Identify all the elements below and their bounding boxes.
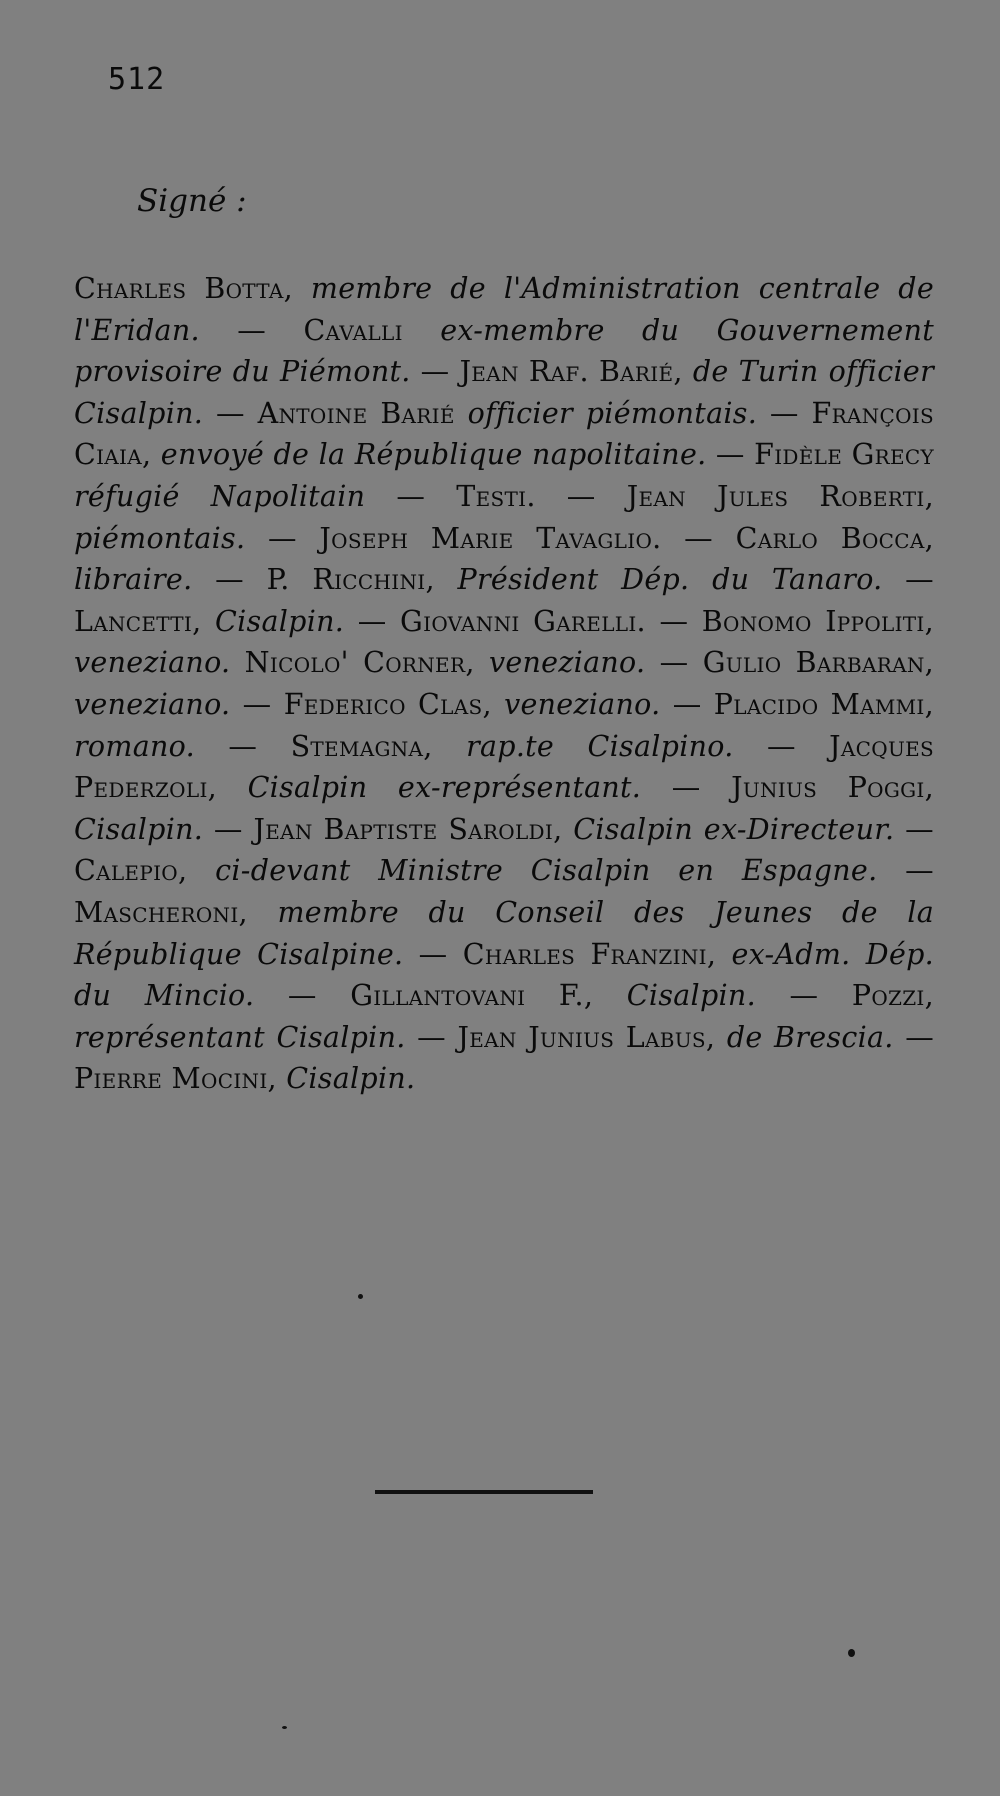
print-speck — [282, 1726, 287, 1729]
signatory-name: Junius Poggi — [731, 771, 925, 805]
signatory-description: veneziano. — [74, 646, 231, 680]
signatory-description: Président Dép. du Tanaro. — [457, 563, 883, 597]
signatory-description: veneziano. — [504, 687, 661, 721]
signatory-description: piémontais. — [74, 521, 246, 555]
signatory-name: P. Ricchini — [266, 563, 426, 597]
signatory-description: membre de l'Administration centrale de l'Eridan. — [74, 272, 934, 347]
signatory-name: Federico Clas — [283, 687, 483, 721]
print-speck — [358, 1294, 363, 1299]
signatory-name: Giovanni Garelli. — [400, 604, 646, 638]
signatory-name: Gillantovani F. — [350, 979, 584, 1013]
signatory-description: Cisalpin ex-Directeur. — [573, 812, 895, 846]
signatory-description: Cisalpin. — [215, 604, 345, 638]
signatory-name: Fidèle Grecy — [754, 438, 935, 472]
signatory-name: Cavalli — [303, 313, 403, 347]
print-speck — [848, 1649, 855, 1657]
signatory-name: François Ciaia — [74, 396, 934, 472]
signatory-name: Pierre Mocini — [74, 1062, 268, 1096]
signatory-description: ex-membre du Gouvernement provisoire du Piémont. — [74, 313, 934, 389]
signatory-description: Cisalpin. — [626, 979, 756, 1013]
signatory-name: Carlo Bocca — [735, 521, 925, 555]
signatory-name: Jean Baptiste Saroldi — [253, 812, 554, 846]
signatory-description: de Turin officier Cisalpin. — [74, 355, 934, 430]
signatory-description: veneziano. — [74, 687, 231, 721]
signatories-paragraph: Charles Botta, membre de l'Administration centrale de l'Eridan. — Cavalli ex-membre du Gouvernement provisoire du Piémont. — Jean Raf. Barié, de Turin officier Cisalpin. — Antoine Barié officier piémontais. — François Ciaia, envoyé de la République napolitaine. — Fidèle Grecy réfugié Napolitain — Testi. — Jean Jules Roberti, piémontais. — Joseph Marie Tavaglio. — Carlo Bocca, libraire. — P. Ricchini, Président Dép. du Tanaro. — Lancetti, Cisalpin. — Giovanni Garelli. — Bonomo Ippoliti, veneziano. Nicolo' Corner, veneziano. — Gulio Barbaran, veneziano. — Federico Clas, veneziano. — Placido Mammi, romano. — Stemagna, rap.te Cisalpino. — Jacques Pederzoli, Cisalpin ex-représentant. — Junius Poggi, Cisalpin. — Jean Baptiste Saroldi, Cisalpin ex-Directeur. — Calepio, ci-devant Ministre Cisalpin en Espagne. — Mascheroni, membre du Conseil des Jeunes de la République Cisalpine. — Charles Franzini, ex-Adm. Dép. du Mincio. — Gillantovani F., Cisalpin. — Pozzi, représentant Cisalpin. — Jean Junius Labus, de Brescia. — Pierre Mocini, Cisalpin. — [74, 272, 935, 1096]
signatory-name: Calepio — [74, 854, 178, 888]
signatory-name: Charles Franzini — [462, 937, 707, 971]
signatory-description: de Brescia. — [726, 1020, 894, 1054]
signatory-name: Jean Junius Labus — [457, 1020, 706, 1054]
signatory-description: rap.te Cisalpino. — [466, 729, 734, 763]
signatory-description: envoyé de la République napolitaine. — [160, 438, 707, 472]
signed-label: Signé : — [137, 183, 247, 219]
signatory-description: romano. — [74, 729, 195, 763]
signatory-name: Jean Raf. Barié — [459, 355, 674, 389]
signatory-description: ex-Adm. Dép. du Mincio. — [74, 937, 935, 1013]
signatory-description: représentant Cisalpin. — [74, 1020, 406, 1054]
signatory-name: Mascheroni — [74, 895, 239, 929]
signatory-name: Joseph Marie Tavaglio. — [319, 521, 662, 555]
signatory-name: Placido Mammi — [713, 687, 925, 721]
signatory-name: Pozzi — [851, 979, 925, 1013]
signatory-description: réfugié Napolitain — [74, 479, 366, 513]
signatory-name: Gulio Barbaran — [702, 646, 925, 680]
signatory-description: libraire. — [74, 563, 193, 597]
signatory-name: Lancetti — [74, 604, 193, 638]
signatory-name: Jacques Pederzoli — [74, 729, 934, 805]
signatory-name: Bonomo Ippoliti — [701, 604, 925, 638]
signatory-name: Stemagna — [290, 729, 424, 763]
signatory-description: Cisalpin ex-représentant. — [247, 771, 642, 805]
signatory-name: Jean Jules Roberti — [626, 479, 925, 513]
signatory-name: Nicolo' Corner — [244, 646, 466, 680]
page-number: 512 — [108, 62, 166, 97]
signatory-description: ci-devant Ministre Cisalpin en Espagne. — [215, 854, 878, 888]
signatory-description: Cisalpin. — [74, 812, 204, 846]
end-rule — [375, 1490, 593, 1494]
signatory-description: veneziano. — [488, 646, 646, 680]
signatory-description: Cisalpin. — [286, 1062, 416, 1096]
signatory-name: Antoine Barié — [257, 396, 455, 430]
signatory-name: Testi. — [456, 479, 536, 513]
signatory-name: Charles Botta — [74, 272, 284, 305]
signatory-description: officier piémontais. — [467, 396, 758, 430]
signatory-description: membre du Conseil des Jeunes de la République Cisalpine. — [74, 895, 935, 971]
